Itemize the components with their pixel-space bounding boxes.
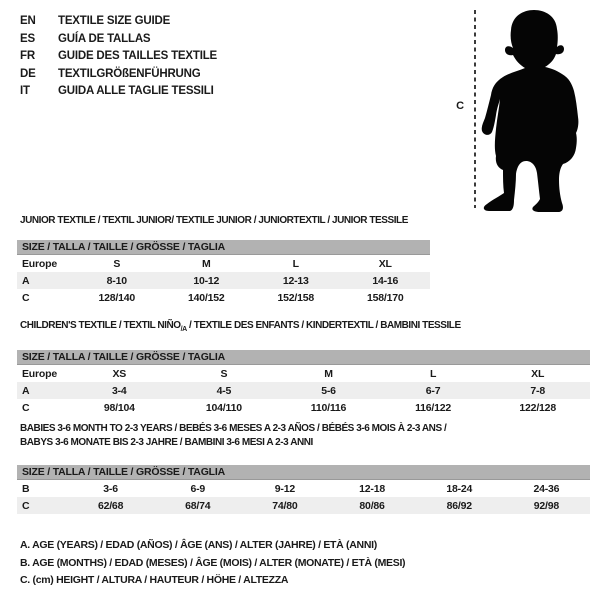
title-line1: BABIES 3-6 MONTH TO 2-3 YEARS / BEBÉS 3-6 MESES A 2-3 AÑOS / BÉBÉS 3-6 MOIS À 2-3 ANS / (20, 423, 447, 434)
lang-title: GUÍA DE TALLAS (58, 32, 151, 45)
table-cell: 80/86 (359, 499, 385, 512)
table-cell: 104/110 (205, 401, 242, 414)
table-cell: S (113, 257, 121, 270)
table-row-age (17, 382, 590, 399)
lang-code: FR (20, 50, 35, 62)
table-cell: 86/92 (446, 499, 472, 512)
junior-table-title: JUNIOR TEXTILE / TEXTIL JUNIOR/ TEXTILE JUNIOR / JUNIORTEXTIL / JUNIOR TESSILE (20, 215, 408, 226)
table-cell: 4-5 (216, 384, 232, 397)
lang-row-es (20, 31, 217, 49)
childrens-table-title (20, 319, 590, 337)
note-age-months: B. AGE (MONTHS) / EDAD (MESES) / ÂGE (MOIS) / ALTER (MONATE) / ETÀ (MESI) (20, 556, 406, 569)
table-row-europe (17, 365, 590, 382)
table-cell: 5-6 (321, 384, 336, 397)
table-row-height (17, 497, 590, 514)
note-age-years: A. AGE (YEARS) / EDAD (AÑOS) / ÂGE (ANS) / ALTER (JAHRE) / ETÀ (ANNI) (20, 539, 377, 551)
lang-title: GUIDA ALLE TAGLIE TESSILI (58, 85, 214, 97)
lang-row-it (20, 83, 217, 101)
table-cell: 14-16 (372, 274, 399, 287)
lang-code: IT (20, 85, 30, 97)
lang-row-fr (20, 48, 217, 66)
height-measure-dashed-line (474, 10, 476, 208)
size-header-bar: SIZE / TALLA / TAILLE / GRÖSSE / TAGLIA (17, 350, 590, 365)
lang-row-en (20, 13, 217, 31)
childrens-textile-section (17, 319, 590, 416)
table-cell: 24-36 (533, 482, 560, 495)
table-cell: 128/140 (98, 291, 136, 304)
table-cell: 12-13 (282, 274, 309, 287)
table-cell: 3-6 (103, 482, 118, 495)
title-subscript: /A (180, 326, 187, 333)
row-label: C (22, 401, 30, 414)
table-cell: 9-12 (274, 482, 296, 495)
table-row-height (17, 399, 590, 416)
row-label: A (22, 384, 30, 397)
table-row-age-months (17, 480, 590, 497)
title-text: / TEXTILE DES ENFANTS / KINDERTEXTIL / BAMBINI TESSILE (186, 320, 461, 331)
table-cell: M (324, 367, 333, 380)
table-cell: 10-12 (193, 274, 220, 287)
table-cell: 140/152 (187, 291, 225, 304)
table-cell: S (220, 367, 228, 380)
table-cell: XL (531, 367, 545, 380)
table-row-age (17, 272, 430, 289)
table-cell: 68/74 (185, 499, 211, 512)
size-header-bar: SIZE / TALLA / TAILLE / GRÖSSE / TAGLIA (17, 240, 430, 255)
table-cell: L (292, 257, 299, 270)
baby-silhouette-icon (478, 6, 590, 214)
table-cell: 18-24 (446, 482, 473, 495)
table-row-europe (17, 255, 430, 272)
table-cell: 3-4 (112, 384, 127, 397)
table-cell: 122/128 (519, 401, 556, 414)
junior-textile-section (17, 214, 430, 306)
table-row-height (17, 289, 430, 306)
table-cell: XL (378, 257, 392, 270)
row-label: A (22, 274, 30, 287)
table-cell: 6-9 (190, 482, 206, 495)
table-cell: 92/98 (533, 499, 560, 512)
lang-title: GUIDE DES TAILLES TEXTILE (58, 50, 217, 62)
table-cell: 116/122 (415, 401, 452, 414)
babies-table-title (20, 422, 590, 450)
babies-textile-section (17, 422, 590, 514)
lang-row-de (20, 66, 217, 84)
row-label: C (22, 499, 30, 512)
row-label: Europe (22, 257, 57, 270)
table-cell: 74/80 (272, 499, 298, 512)
row-label: B (22, 482, 30, 495)
row-label: C (22, 291, 30, 304)
note-height: C. (cm) HEIGHT / ALTURA / HAUTEUR / HÖHE / ALTEZZA (20, 574, 289, 586)
table-cell: 7-8 (530, 384, 545, 397)
table-cell: 152/158 (277, 291, 315, 304)
lang-code: ES (20, 32, 35, 45)
row-label: Europe (22, 367, 57, 380)
lang-title: TEXTILGRÖßENFÜHRUNG (58, 67, 201, 80)
junior-size-table (17, 240, 430, 306)
lang-title: TEXTILE SIZE GUIDE (58, 15, 171, 27)
table-cell: 110/116 (310, 401, 347, 414)
table-cell: M (201, 257, 211, 270)
lang-code: EN (20, 15, 36, 27)
title-line2: BABYS 3-6 MONATE BIS 2-3 JAHRE / BAMBINI 3-6 MESI A 2-3 ANNI (20, 437, 313, 448)
table-cell: L (429, 367, 437, 380)
table-cell: 98/104 (103, 401, 135, 414)
table-cell: 158/170 (366, 291, 404, 304)
language-title-list (20, 13, 217, 101)
height-measure-label: C (456, 100, 464, 112)
table-cell: 8-10 (106, 274, 127, 287)
table-cell: 12-18 (359, 482, 385, 495)
table-cell: 6-7 (425, 384, 441, 397)
title-text: CHILDREN'S TEXTILE / TEXTIL NIÑO (20, 320, 181, 331)
size-header-bar: SIZE / TALLA / TAILLE / GRÖSSE / TAGLIA (17, 465, 590, 480)
table-cell: 62/68 (97, 499, 124, 512)
table-cell: XS (112, 367, 127, 380)
lang-code: DE (20, 67, 36, 80)
legend-notes (20, 537, 405, 590)
childrens-size-table (17, 350, 590, 416)
babies-size-table (17, 465, 590, 514)
